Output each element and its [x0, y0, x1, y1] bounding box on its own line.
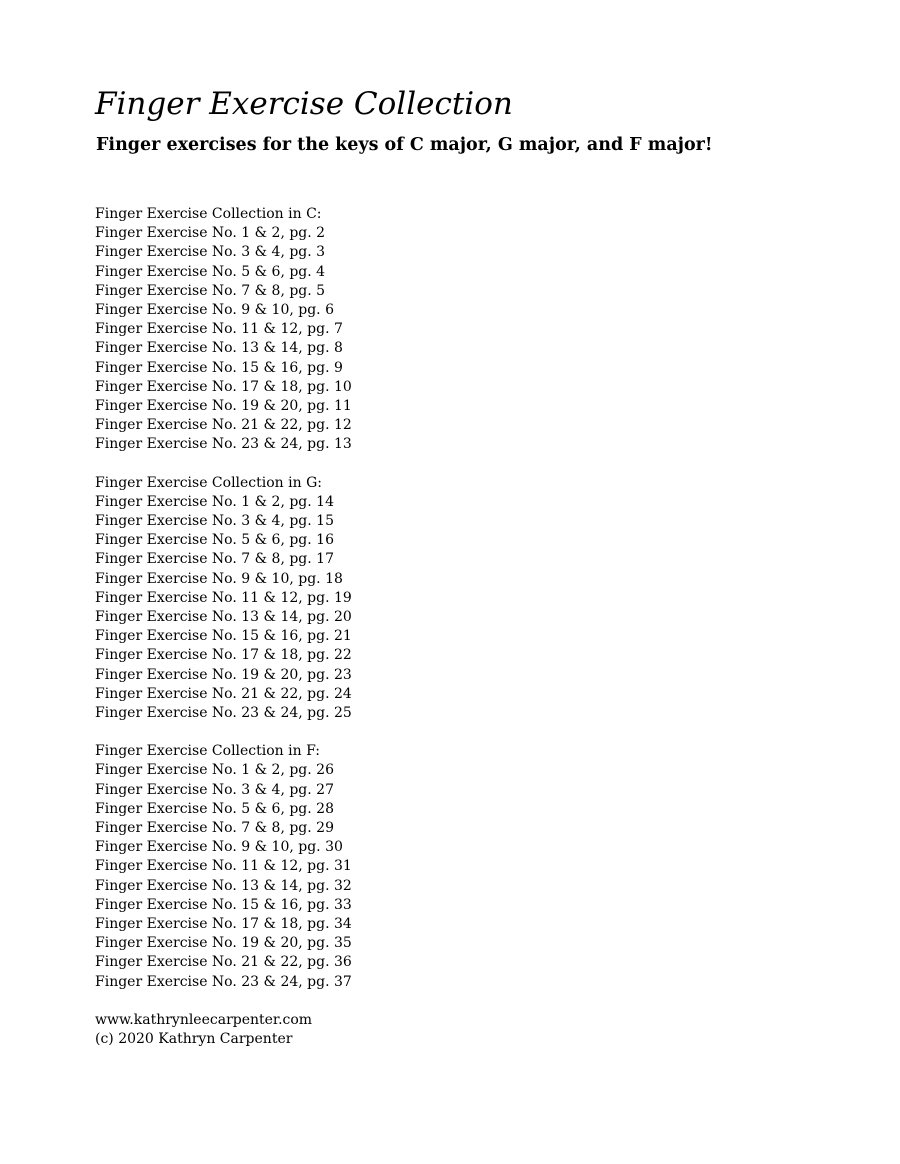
- toc-entry: Finger Exercise No. 17 & 18, pg. 34: [95, 915, 352, 932]
- toc-entry: Finger Exercise No. 11 & 12, pg. 19: [95, 589, 352, 606]
- toc-entry: Finger Exercise No. 3 & 4, pg. 27: [95, 781, 334, 798]
- toc-entry: Finger Exercise No. 9 & 10, pg. 30: [95, 839, 343, 856]
- toc-entry: Finger Exercise No. 23 & 24, pg. 25: [95, 704, 352, 721]
- toc-entry: Finger Exercise No. 3 & 4, pg. 15: [95, 513, 334, 529]
- toc-section: [95, 474, 695, 723]
- page-title: Finger Exercise Collection: [95, 86, 513, 122]
- toc-entry: Finger Exercise No. 13 & 14, pg. 8: [95, 340, 343, 357]
- toc-entry: Finger Exercise No. 1 & 2, pg. 2: [95, 225, 326, 242]
- toc-entry: Finger Exercise No. 19 & 20, pg. 11: [95, 397, 352, 414]
- toc-entry: Finger Exercise No. 15 & 16, pg. 33: [95, 896, 352, 913]
- toc-entry: Finger Exercise No. 1 & 2, pg. 26: [95, 762, 334, 779]
- toc-sections: [95, 205, 695, 992]
- toc-entry: Finger Exercise No. 7 & 8, pg. 5: [95, 282, 326, 299]
- toc-section: [95, 205, 695, 454]
- toc-entry: Finger Exercise No. 1 & 2, pg. 14: [95, 493, 334, 510]
- toc-entry: Finger Exercise No. 15 & 16, pg. 21: [95, 628, 352, 645]
- toc-entry: Finger Exercise No. 15 & 16, pg. 9: [95, 359, 343, 376]
- toc-entry: Finger Exercise No. 19 & 20, pg. 23: [95, 666, 352, 683]
- copyright-text: (c) 2020 Kathryn Carpenter: [95, 1031, 293, 1048]
- toc-entry: Finger Exercise No. 19 & 20, pg. 35: [95, 935, 352, 952]
- footer: [95, 1011, 695, 1049]
- toc-entry: Finger Exercise No. 9 & 10, pg. 6: [95, 301, 334, 318]
- toc-entry: Finger Exercise No. 21 & 22, pg. 24: [95, 685, 352, 702]
- toc-entry: Finger Exercise No. 5 & 6, pg. 28: [95, 800, 334, 817]
- toc-entry: Finger Exercise No. 13 & 14, pg. 32: [95, 877, 352, 894]
- section-heading: Finger Exercise Collection in G:: [95, 474, 322, 491]
- toc-entry: Finger Exercise No. 5 & 6, pg. 4: [95, 263, 326, 280]
- toc-entry: Finger Exercise No. 21 & 22, pg. 36: [95, 954, 352, 971]
- table-of-contents: [95, 205, 695, 1049]
- toc-entry: Finger Exercise No. 23 & 24, pg. 13: [95, 436, 352, 453]
- page-subtitle: Finger exercises for the keys of C major, G major, and F major!: [96, 135, 713, 155]
- website-text: www.kathrynleecarpenter.com: [95, 1011, 313, 1028]
- toc-entry: Finger Exercise No. 9 & 10, pg. 18: [95, 570, 343, 587]
- toc-entry: Finger Exercise No. 11 & 12, pg. 31: [95, 858, 352, 875]
- toc-entry: Finger Exercise No. 17 & 18, pg. 22: [95, 647, 352, 664]
- toc-entry: Finger Exercise No. 7 & 8, pg. 17: [95, 551, 334, 568]
- toc-entry: Finger Exercise No. 23 & 24, pg. 37: [95, 973, 352, 990]
- toc-entry: Finger Exercise No. 7 & 8, pg. 29: [95, 820, 334, 836]
- toc-entry: Finger Exercise No. 11 & 12, pg. 7: [95, 321, 343, 338]
- toc-entry: Finger Exercise No. 13 & 14, pg. 20: [95, 608, 352, 625]
- toc-section: [95, 742, 695, 991]
- toc-entry: Finger Exercise No. 21 & 22, pg. 12: [95, 417, 352, 434]
- section-heading: Finger Exercise Collection in F:: [95, 743, 321, 760]
- section-heading: Finger Exercise Collection in C:: [95, 206, 322, 222]
- toc-entry: Finger Exercise No. 17 & 18, pg. 10: [95, 378, 352, 395]
- toc-entry: Finger Exercise No. 3 & 4, pg. 3: [95, 244, 326, 261]
- toc-entry: Finger Exercise No. 5 & 6, pg. 16: [95, 532, 334, 549]
